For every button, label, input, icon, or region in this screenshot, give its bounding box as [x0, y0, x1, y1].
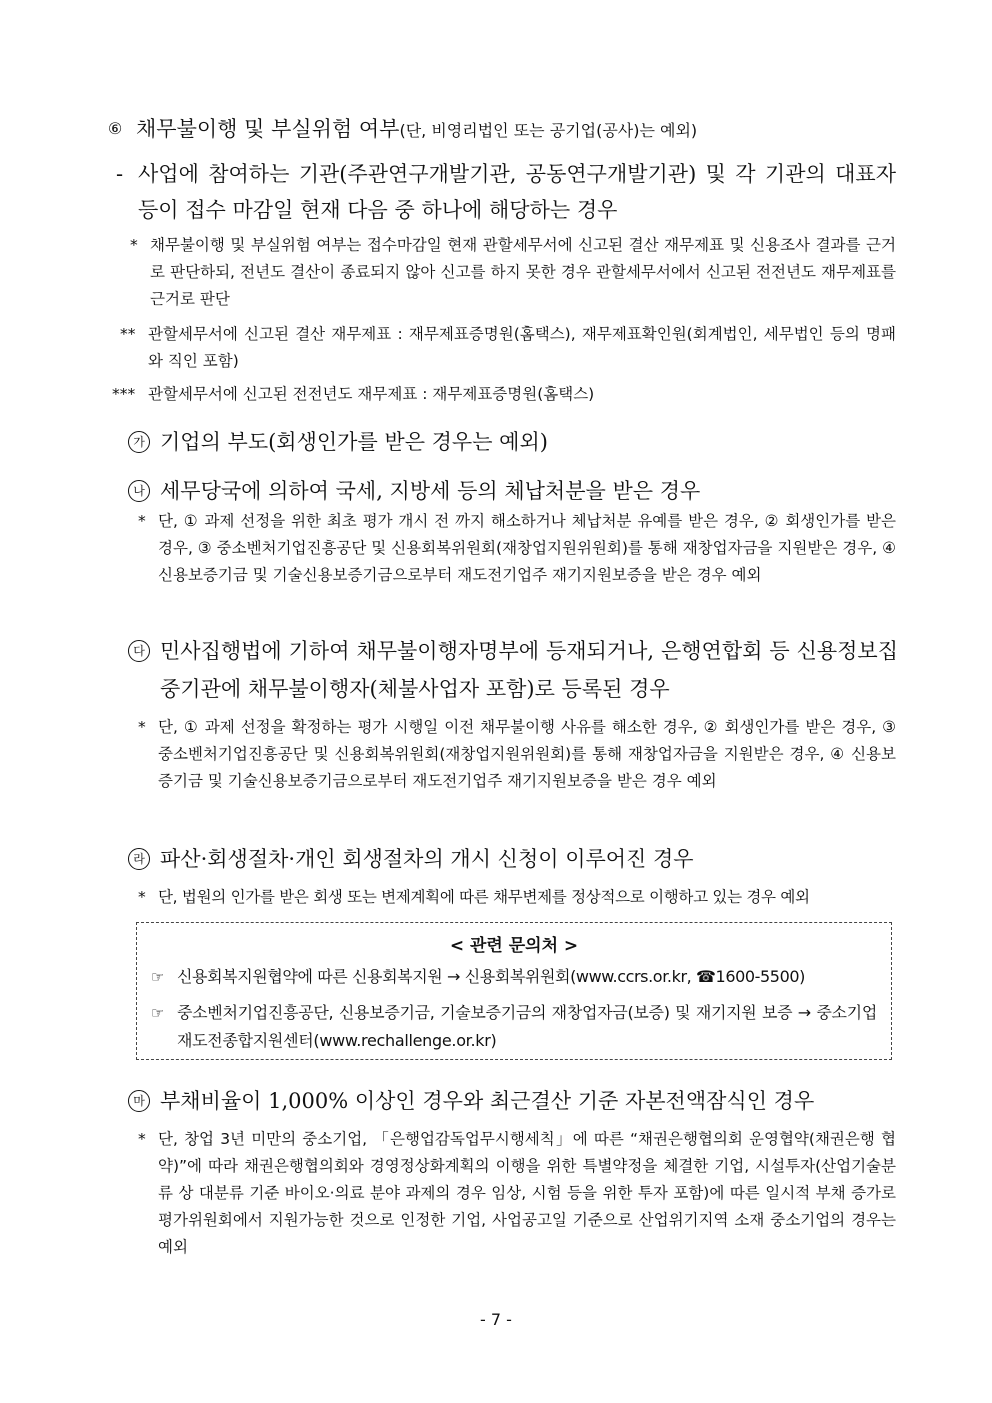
item-na-marker: 나 — [128, 480, 150, 502]
contact-title: < 관련 문의처 > — [449, 936, 579, 956]
intro-paragraph — [116, 156, 896, 228]
section-6-heading — [104, 112, 904, 148]
item-na — [128, 474, 898, 508]
note-2 — [120, 321, 896, 375]
note-3-mark: *** — [112, 385, 136, 403]
intro-text: 사업에 참여하는 기관(주관연구개발기관, 공동연구개발기관) 및 각 기관의 대표자 등이 접수 마감일 현재 다음 중 하나에 해당하는 경우 — [138, 162, 896, 222]
note-1-mark: * — [130, 236, 138, 254]
note-2-mark: ** — [120, 325, 136, 343]
item-da — [128, 632, 898, 708]
item-ra-title: 파산·회생절차·개인 회생절차의 개시 신청이 이루어진 경우 — [160, 847, 694, 871]
item-ma-title: 부채비율이 1,000% 이상인 경우와 최근결산 기준 자본전액잠식인 경우 — [160, 1089, 815, 1113]
item-ra — [128, 842, 898, 876]
item-ma — [128, 1084, 898, 1118]
item-da-note-text: 단, ① 과제 선정을 확정하는 평가 시행일 이전 채무불이행 사유를 해소한 경우, ② 회생인가를 받은 경우, ③ 중소벤처기업진흥공단 및 신용회복위원회(재창업지원위원회)를 통해 재창업자금을 지원받은 경우, ④ 신용보증기금 및 기술신용보증기금으로부터 재도전기업주 재기지원보증을 받은 경우 예외 — [158, 718, 896, 790]
item-ga — [128, 425, 898, 459]
page-number: - 7 - — [480, 1310, 512, 1329]
item-da-marker: 다 — [128, 640, 150, 662]
pointing-hand-icon: ☞ — [151, 1004, 165, 1022]
contact-line-2 — [151, 999, 877, 1055]
item-na-note-text: 단, ① 과제 선정을 위한 최초 평가 개시 전 까지 해소하거나 체납처분 유예를 받은 경우, ② 회생인가를 받은 경우, ③ 중소벤처기업진흥공단 및 신용회복위원회(재창업지원위원회)를 통해 재창업자금을 지원받은 경우, ④ 신용보증기금 및 기술신용보증기금으로부터 재도전기업주 재기지원보증을 받은 경우 예외 — [158, 512, 896, 584]
item-da-note-mark: * — [138, 718, 146, 736]
section-6-title: 채무불이행 및 부실위험 여부 — [136, 117, 400, 141]
item-ga-marker: 가 — [128, 431, 150, 453]
item-ma-note — [138, 1126, 896, 1261]
item-na-title: 세무당국에 의하여 국세, 지방세 등의 체납처분을 받은 경우 — [160, 479, 701, 503]
item-na-note — [138, 508, 896, 589]
note-1-text: 채무불이행 및 부실위험 여부는 접수마감일 현재 관할세무서에 신고된 결산 재무제표 및 신용조사 결과를 근거로 판단하되, 전년도 결산이 종료되지 않아 신고를 하지 못한 경우 관할세무서에서 신고된 전전년도 재무제표를 근거로 판단 — [150, 236, 896, 308]
pointing-hand-icon: ☞ — [151, 968, 165, 986]
item-ma-note-text: 단, 창업 3년 미만의 중소기업, 「은행업감독업무시행세칙」에 따른 “채권은행협의회 운영협약(채권은행 협약)”에 따라 채권은행협의회와 경영정상화계획의 이행을 위한 특별약정을 체결한 기업, 시설투자(산업기술분류 상 대분류 기준 바이오·의료 분야 과제의 경우 임상, 시험 등을 위한 투자 포함)에 따른 일시적 부채 증가로 평가위원회에서 지원가능한 것으로 인정한 기업, 사업공고일 기준으로 산업위기지역 소재 중소기업의 경우는 예외 — [158, 1130, 896, 1256]
note-3 — [112, 381, 896, 408]
contact-line-1 — [151, 963, 877, 991]
item-ma-marker: 마 — [128, 1090, 150, 1112]
contact-line-1-text: 신용회복지원협약에 따른 신용회복지원 → 신용회복위원회(www.ccrs.or.kr, ☎1600-5500) — [177, 967, 805, 986]
item-ra-marker: 라 — [128, 848, 150, 870]
item-da-title: 민사집행법에 기하여 채무불이행자명부에 등재되거나, 은행연합회 등 신용정보집중기관에 채무불이행자(체불사업자 포함)로 등록된 경우 — [160, 639, 898, 701]
item-ra-note — [138, 884, 896, 911]
contact-box — [136, 922, 892, 1060]
item-ga-title: 기업의 부도(회생인가를 받은 경우는 예외) — [160, 430, 548, 454]
note-2-text: 관할세무서에 신고된 결산 재무제표 : 재무제표증명원(홈택스), 재무제표확인원(회계법인, 세무법인 등의 명패와 직인 포함) — [148, 325, 896, 370]
item-da-note — [138, 714, 896, 795]
item-ma-note-mark: * — [138, 1130, 146, 1148]
note-3-text: 관할세무서에 신고된 전전년도 재무제표 : 재무제표증명원(홈택스) — [148, 385, 595, 403]
section-6-title-note: (단, 비영리법인 또는 공기업(공사)는 예외) — [399, 121, 698, 140]
item-na-note-mark: * — [138, 512, 146, 530]
item-ra-note-text: 단, 법원의 인가를 받은 회생 또는 변제계획에 따른 채무변제를 정상적으로 이행하고 있는 경우 예외 — [158, 888, 810, 906]
intro-dash: - — [116, 162, 124, 186]
section-6-marker: ⑥ — [107, 119, 123, 138]
item-ra-note-mark: * — [138, 888, 146, 906]
contact-line-2-text: 중소벤처기업진흥공단, 신용보증기금, 기술보증기금의 재창업자금(보증) 및 재기지원 보증 → 중소기업 재도전종합지원센터(www.rechallenge.or.kr) — [177, 1003, 877, 1050]
note-1 — [130, 232, 896, 313]
